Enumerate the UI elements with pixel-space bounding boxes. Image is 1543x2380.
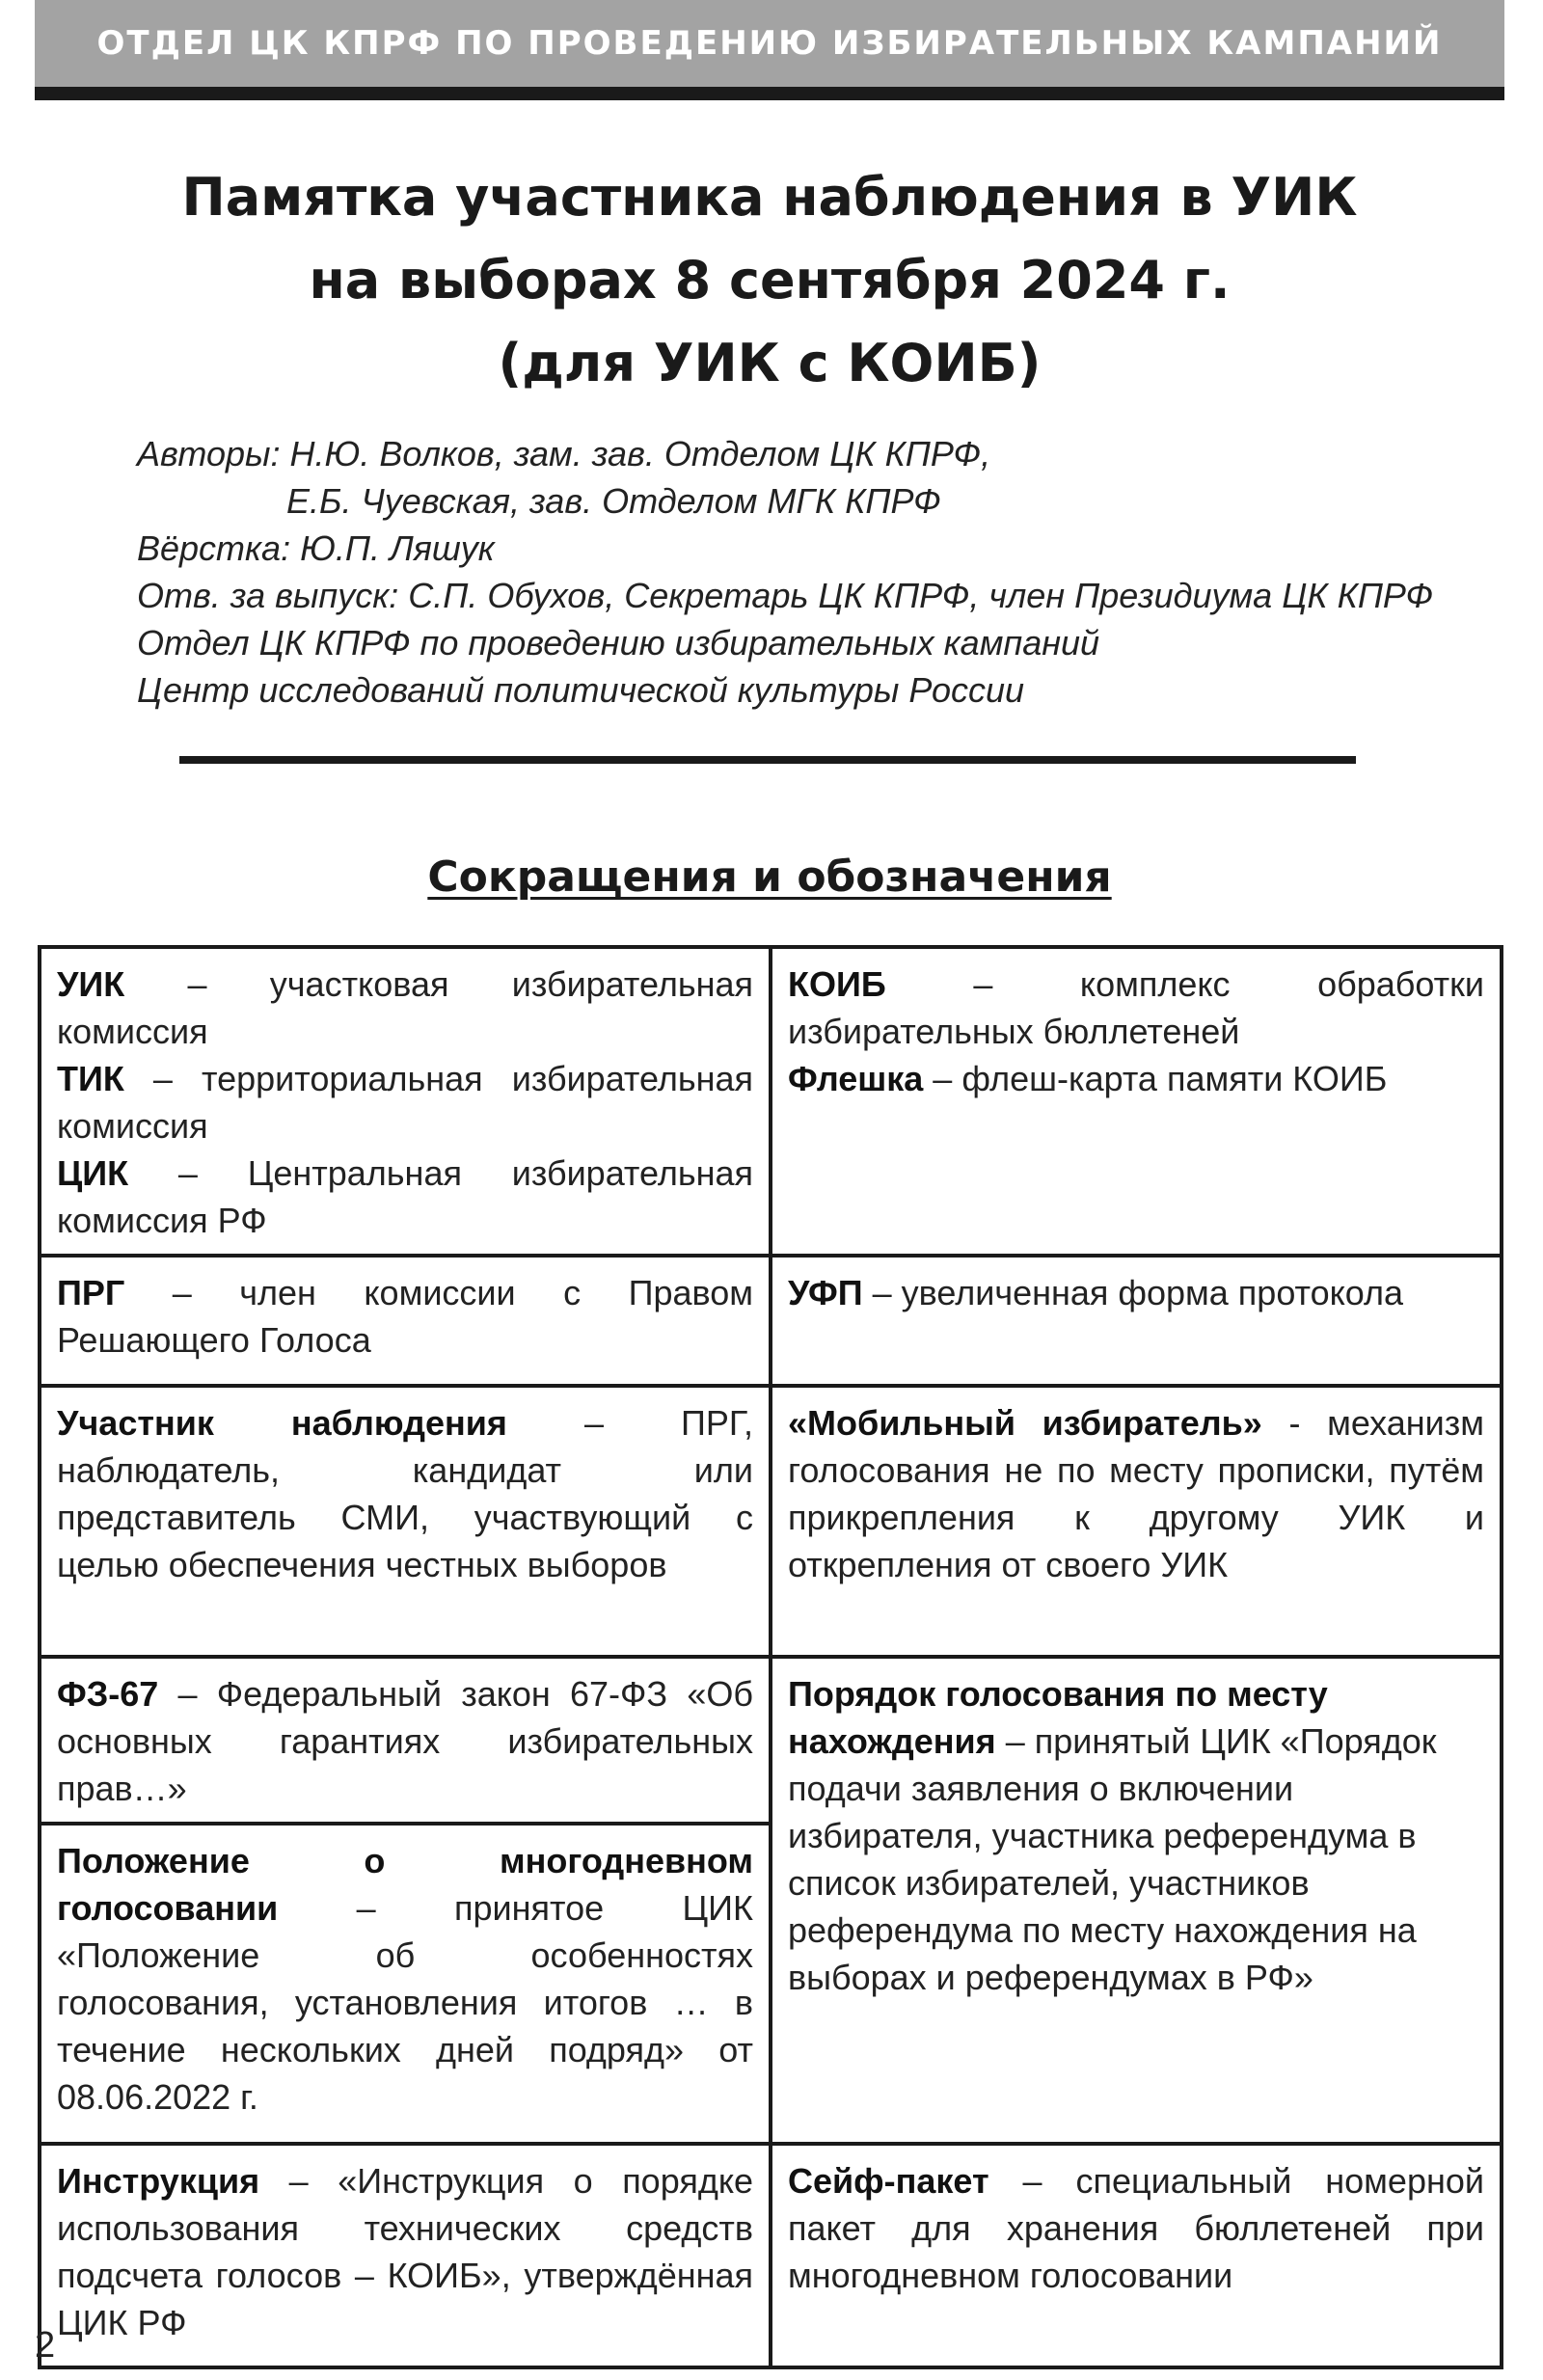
abbr-cell bbox=[771, 1256, 1502, 1386]
abbr-cell bbox=[40, 1657, 771, 1824]
abbr-definition: – «Инструкция о порядке использования технических средств подсчета голосов – КОИБ», утверждённая ЦИК РФ bbox=[57, 2161, 753, 2342]
credits-responsible: Отв. за выпуск: С.П. Обухов, Секретарь ЦК КПРФ, член Президиума ЦК КПРФ bbox=[137, 576, 1434, 615]
abbr-definition: - механизм голосования не по месту прописки, путём прикрепления к другому УИК и открепления от своего УИК bbox=[788, 1403, 1485, 1584]
abbr-definition: – территориальная избирательная комиссия bbox=[57, 1059, 753, 1146]
section-title bbox=[35, 849, 1504, 906]
abbr-entry bbox=[788, 1399, 1484, 1588]
abbr-entry bbox=[57, 1055, 753, 1149]
abbr-entry bbox=[788, 1670, 1484, 2001]
abbr-definition: – ПРГ, наблюдатель, кандидат или представитель СМИ, участвующий с целью обеспечения честных выборов bbox=[57, 1403, 753, 1584]
abbr-definition: – член комиссии с Правом Решающего Голоса bbox=[57, 1273, 753, 1360]
header-band bbox=[35, 0, 1504, 100]
abbr-term: Инструкция bbox=[57, 2161, 260, 2201]
abbr-entry bbox=[788, 1055, 1484, 1102]
section-title-text: Сокращения и обозначения bbox=[427, 852, 1112, 902]
section-divider bbox=[179, 756, 1356, 764]
abbr-cell bbox=[40, 1824, 771, 2144]
abbr-cell bbox=[40, 1386, 771, 1657]
abbr-entry bbox=[57, 2157, 753, 2346]
abbr-term: Положение о многодневном голосовании bbox=[57, 1841, 753, 1928]
abbr-entry bbox=[57, 1149, 753, 1244]
abbr-cell bbox=[771, 947, 1502, 1256]
credits-authors-line-1: Авторы: Н.Ю. Волков, зам. зав. Отделом ЦК КПРФ, bbox=[137, 434, 991, 473]
table-row bbox=[40, 947, 1502, 1256]
credits-center: Центр исследований политической культуры России bbox=[137, 670, 1025, 710]
title-line-1: Памятка участника наблюдения в УИК bbox=[181, 167, 1358, 228]
abbr-definition: – Центральная избирательная комиссия РФ bbox=[57, 1153, 753, 1240]
abbr-term: Участник наблюдения bbox=[57, 1403, 507, 1443]
table-row bbox=[40, 1386, 1502, 1657]
table-row bbox=[40, 1657, 1502, 1824]
abbr-term: ЦИК bbox=[57, 1153, 129, 1193]
abbr-term: Порядок голосования по месту нахождения bbox=[788, 1674, 1328, 1761]
page-number: 2 bbox=[35, 2325, 56, 2366]
abbr-cell bbox=[40, 1256, 771, 1386]
abbr-entry bbox=[788, 960, 1484, 1055]
abbr-term: Сейф-пакет bbox=[788, 2161, 989, 2201]
abbr-definition: – принятое ЦИК «Положение об особенностях голосования, установления итогов … в течение нескольких дней подряд» от 08.06.2022 г. bbox=[57, 1888, 753, 2117]
credits-block bbox=[137, 430, 1506, 714]
abbr-entry bbox=[788, 2157, 1484, 2299]
abbr-definition: – принятый ЦИК «Порядок подачи заявления о включении избирателя, участника референдума в список избирателей, участников референдума по месту нахождения на выборах и референдумах в РФ» bbox=[788, 1721, 1437, 1997]
abbr-definition: – Федеральный закон 67-ФЗ «Об основных гарантиях избирательных прав…» bbox=[57, 1674, 753, 1808]
abbr-definition: – увеличенная форма протокола bbox=[862, 1273, 1404, 1312]
abbr-definition: – специальный номерной пакет для хранения бюллетеней при многодневном голосовании bbox=[788, 2161, 1484, 2295]
abbr-definition: – флеш-карта памяти КОИБ bbox=[923, 1059, 1388, 1098]
abbr-term: УИК bbox=[57, 964, 125, 1004]
abbr-entry bbox=[57, 1837, 753, 2121]
abbr-cell bbox=[771, 2144, 1502, 2367]
abbr-term: ФЗ-67 bbox=[57, 1674, 159, 1714]
abbr-term: ПРГ bbox=[57, 1273, 125, 1312]
abbr-cell bbox=[771, 1657, 1502, 2144]
table-row bbox=[40, 2144, 1502, 2367]
abbr-entry bbox=[57, 1670, 753, 1812]
abbr-term: Флешка bbox=[788, 1059, 924, 1098]
abbr-term: УФП bbox=[788, 1273, 863, 1312]
abbr-definition: – участковая избирательная комиссия bbox=[57, 964, 753, 1051]
title-line-2: на выборах 8 сентября 2024 г. bbox=[309, 250, 1231, 311]
document-title bbox=[35, 156, 1504, 405]
abbr-entry bbox=[57, 1269, 753, 1364]
title-line-3: (для УИК с КОИБ) bbox=[498, 333, 1042, 393]
credits-department: Отдел ЦК КПРФ по проведению избирательных кампаний bbox=[137, 623, 1100, 663]
abbr-cell bbox=[40, 2144, 771, 2367]
table-row bbox=[40, 1256, 1502, 1386]
abbr-entry bbox=[57, 960, 753, 1055]
abbr-term: ТИК bbox=[57, 1059, 124, 1098]
credits-layout: Вёрстка: Ю.П. Ляшук bbox=[137, 528, 495, 568]
abbr-entry bbox=[57, 1399, 753, 1588]
abbr-term: КОИБ bbox=[788, 964, 886, 1004]
abbreviations-table bbox=[38, 945, 1503, 2369]
credits-authors-line-2: Е.Б. Чуевская, зав. Отделом МГК КПРФ bbox=[286, 481, 941, 521]
abbr-entry bbox=[788, 1269, 1484, 1316]
abbr-cell bbox=[40, 947, 771, 1256]
header-department: ОТДЕЛ ЦК КПРФ ПО ПРОВЕДЕНИЮ ИЗБИРАТЕЛЬНЫХ КАМПАНИЙ bbox=[96, 24, 1443, 63]
abbr-definition: – комплекс обработки избирательных бюллетеней bbox=[788, 964, 1484, 1051]
abbr-term: «Мобильный избиратель» bbox=[788, 1403, 1262, 1443]
abbr-cell bbox=[771, 1386, 1502, 1657]
